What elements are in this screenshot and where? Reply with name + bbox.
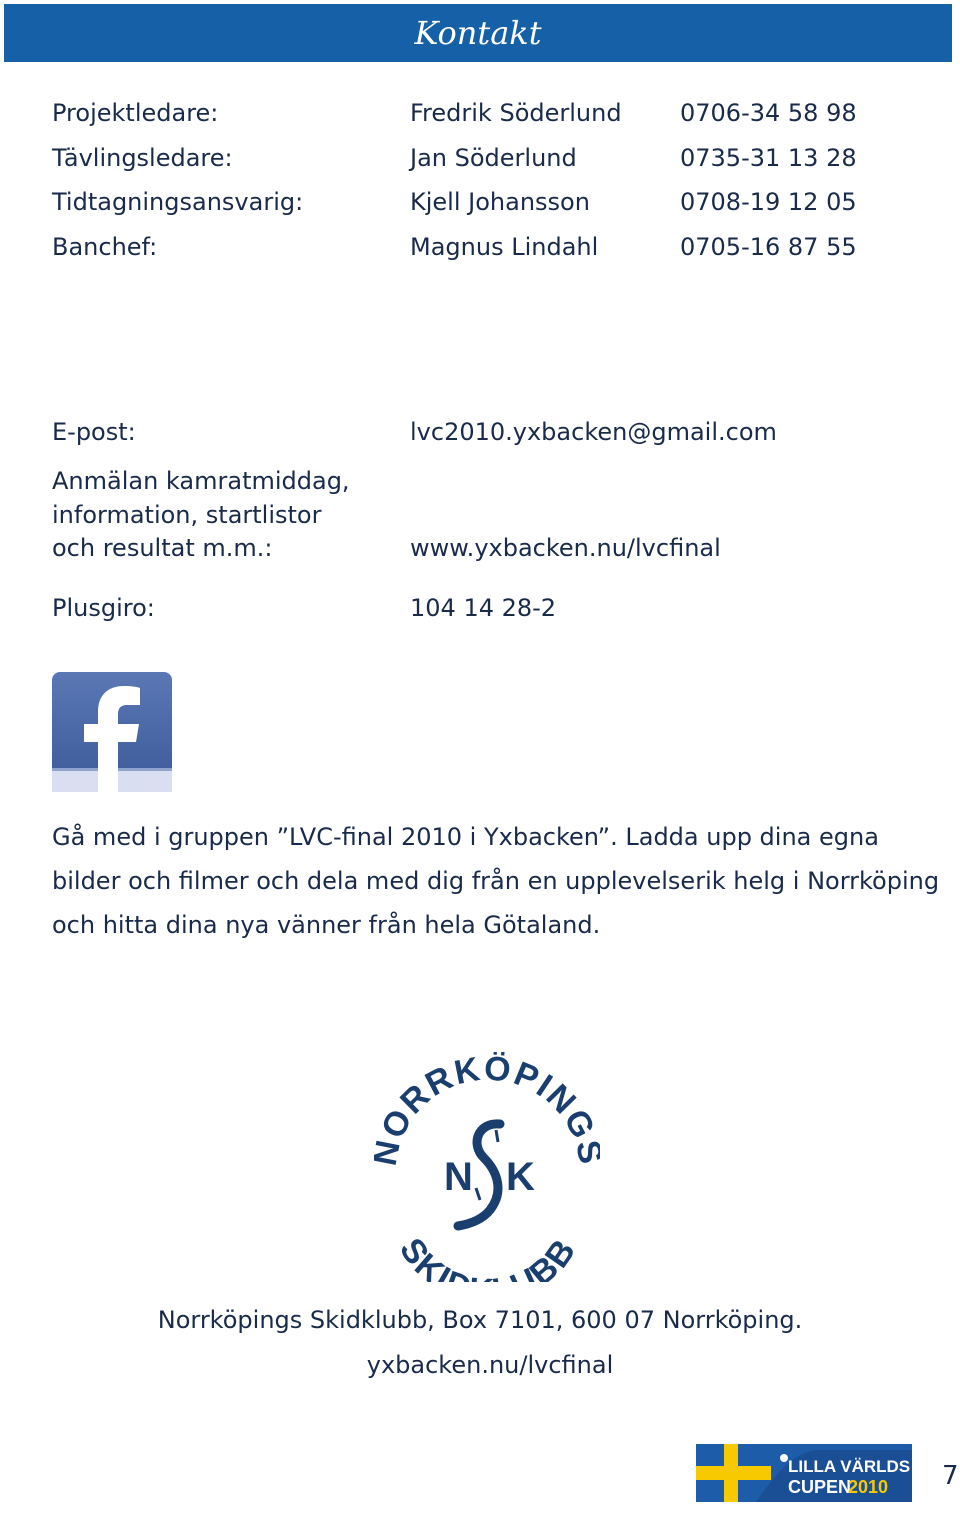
email-link[interactable]: lvc2010.yxbacken@gmail.com <box>410 418 777 446</box>
contact-phone: 0708-19 12 05 <box>680 188 857 216</box>
contact-role: Tävlingsledare: <box>52 144 233 172</box>
plusgiro-value: 104 14 28-2 <box>410 594 557 622</box>
contact-name: Magnus Lindahl <box>410 233 599 261</box>
cup-logo-line2a: CUPEN <box>788 1477 852 1497</box>
club-logo-monogram-right: K <box>506 1155 535 1199</box>
contact-role: Projektledare: <box>52 99 219 127</box>
signup-line: information, startlistor <box>52 501 322 529</box>
page-title: Kontakt <box>414 14 542 52</box>
club-logo-ring-bottom: SKI BB <box>391 1231 585 1282</box>
contact-phone: 0735-31 13 28 <box>680 144 857 172</box>
club-logo-ring-top: ORRKÖPING <box>374 1052 600 1147</box>
page-number: 7 <box>942 1461 959 1491</box>
signup-line: Anmälan kamratmiddag, <box>52 467 350 495</box>
header-banner <box>4 4 952 62</box>
contact-name: Fredrik Söderlund <box>410 99 622 127</box>
signup-line: och resultat m.m.: <box>52 534 273 562</box>
cup-logo <box>696 1444 912 1502</box>
signup-url-link[interactable]: www.yxbacken.nu/lvcfinal <box>410 534 721 562</box>
contact-role: Banchef: <box>52 233 158 261</box>
email-label: E-post: <box>52 418 136 446</box>
contact-phone: 0706-34 58 98 <box>680 99 857 127</box>
footer-address: Norrköpings Skidklubb, Box 7101, 600 07 Norrköping. <box>157 1306 803 1334</box>
footer-url-link[interactable]: yxbacken.nu/lvcfinal <box>366 1351 614 1379</box>
facebook-text: Gå med i gruppen ”LVC-final 2010 i Yxbacken”. Ladda upp dina egna bilder och filmer och dela med dig från en upplevelserik helg i Norrköping och hitta dina nya vänner från hela Götaland. <box>52 823 940 939</box>
svg-text:SKIDKLUBB <box>392 1231 584 1282</box>
svg-text:NORRKÖPINGS <box>374 1052 600 1169</box>
cup-logo-line1: LILLA VÄRLDS <box>788 1457 911 1476</box>
club-logo-monogram-left: N <box>444 1155 473 1199</box>
contact-role: Tidtagningsansvarig: <box>52 188 304 216</box>
contact-name: Kjell Johansson <box>410 188 590 216</box>
facebook-icon[interactable] <box>52 672 172 792</box>
contact-phone: 0705-16 87 55 <box>680 233 857 261</box>
plusgiro-label: Plusgiro: <box>52 594 155 622</box>
contact-name: Jan Söderlund <box>410 144 577 172</box>
cup-logo-line2b: 2010 <box>848 1477 889 1497</box>
club-logo <box>374 1052 600 1282</box>
